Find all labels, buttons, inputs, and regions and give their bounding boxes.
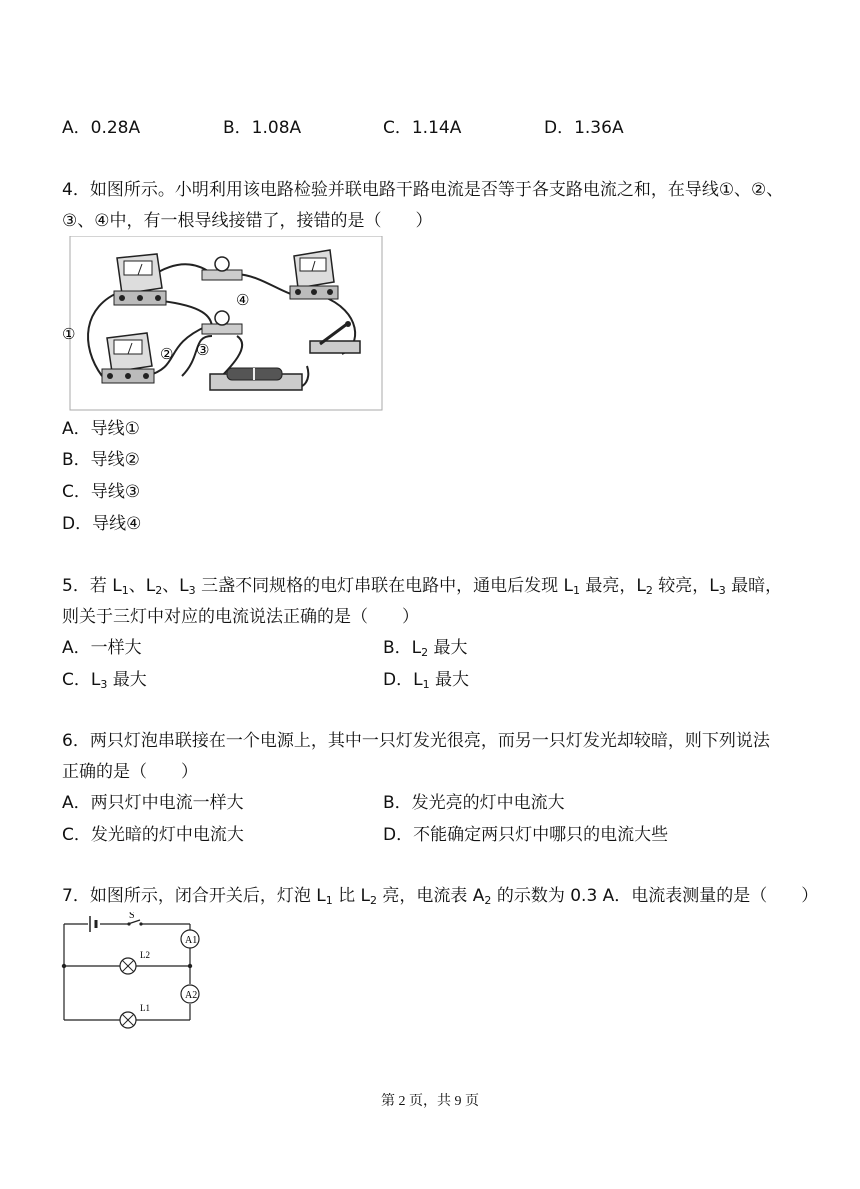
- ammeter-bottom-left: [102, 333, 154, 383]
- ammeter-top-left: [114, 254, 166, 305]
- q6-stem-line2: 正确的是（ ）: [62, 762, 198, 782]
- q5-stem-line1: 5．若 $L_1$、$L_2$、$L_3$ 三盏不同规格的电灯串联在电路中，通电后发现 $L_1$ 最亮，$L_2$ 较亮，$L_3$ 最暗，: [62, 576, 783, 597]
- q3-option-d: D．1.36A: [544, 118, 624, 138]
- q4-stem-line1: 4．如图所示。小明利用该电路检验并联电路干路电流是否等于各支路电流之和，在导线①、②、: [62, 180, 784, 200]
- page-footer: 第 2 页，共 9 页: [381, 1094, 479, 1109]
- q4-option-a: A．导线①: [62, 419, 140, 439]
- ammeter-a2: [181, 985, 199, 1003]
- q3-option-b: B．1.08A: [223, 118, 302, 138]
- wire-label-1: ①: [62, 327, 76, 343]
- q5-option-c: C．$L_3$ 最大: [62, 670, 147, 691]
- ammeter-top-right: [290, 250, 338, 299]
- q6-option-c: C．发光暗的灯中电流大: [62, 825, 244, 845]
- switch-label: S: [129, 912, 135, 921]
- lamp-l2: [120, 958, 136, 974]
- q3-option-a: A．0.28A: [62, 118, 141, 138]
- q6-stem-line1: 6．两只灯泡串联接在一个电源上，其中一只灯发光很亮，而另一只灯发光却较暗，则下列说法: [62, 731, 770, 751]
- wire-label-4: ④: [236, 293, 250, 309]
- q5-option-a: A．一样大: [62, 638, 142, 658]
- q5-option-d: D．$L_1$ 最大: [383, 670, 469, 691]
- lamp-l2-label: L2: [140, 950, 150, 960]
- q6-option-d: D．不能确定两只灯中哪只的电流大些: [383, 825, 669, 845]
- svg-text:A1: A1: [185, 935, 198, 946]
- q7-stem: 7．如图所示，闭合开关后，灯泡 $L_1$ 比 $L_2$ 亮，电流表 $A_2$ 的示数为 0.3 A．电流表测量的是（ ）: [62, 886, 819, 907]
- battery-holder: [210, 368, 302, 390]
- lamp-l1: [120, 1012, 136, 1028]
- bulb-middle: [202, 311, 242, 334]
- lamp-l1-label: L1: [140, 1003, 150, 1013]
- q6-option-a: A．两只灯中电流一样大: [62, 793, 244, 813]
- q4-stem-line2: ③、④中，有一根导线接错了，接错的是（ ）: [62, 211, 433, 231]
- bulb-top: [202, 257, 242, 280]
- switch: [310, 321, 360, 353]
- q4-option-d: D．导线④: [62, 514, 142, 534]
- svg-text:A2: A2: [185, 990, 198, 1001]
- q4-circuit-figure: [62, 236, 384, 412]
- ammeter-a1: [181, 930, 199, 948]
- wire-label-3: ③: [196, 343, 210, 359]
- q7-circuit-diagram: [58, 912, 218, 1030]
- q4-option-b: B．导线②: [62, 450, 140, 470]
- junction-right: [188, 964, 192, 968]
- q3-option-c: C．1.14A: [383, 118, 462, 138]
- wire-label-2: ②: [160, 347, 174, 363]
- q5-stem-line2: 则关于三灯中对应的电流说法正确的是（ ）: [62, 607, 419, 627]
- q4-option-c: C．导线③: [62, 482, 141, 502]
- junction-left: [62, 964, 66, 968]
- q5-option-b: B．$L_2$ 最大: [383, 638, 468, 659]
- q6-option-b: B．发光亮的灯中电流大: [383, 793, 565, 813]
